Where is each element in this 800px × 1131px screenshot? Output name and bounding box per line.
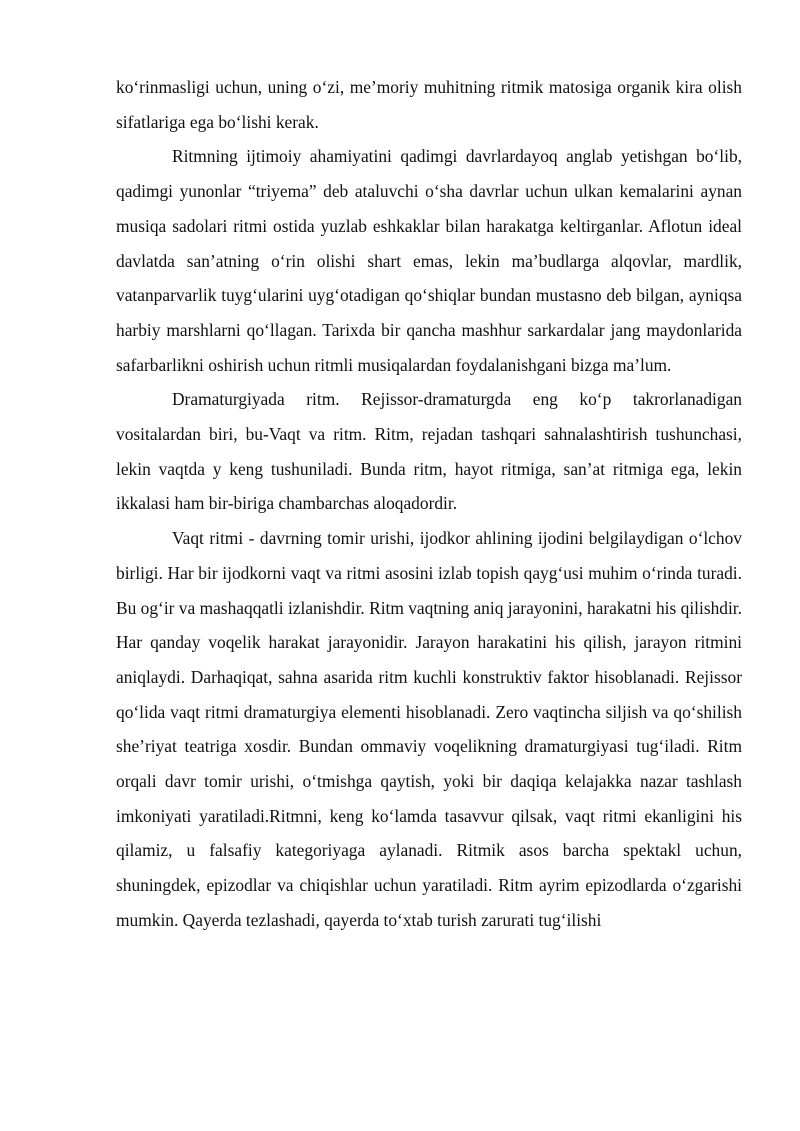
paragraph-rhythm-social-significance: Ritmning ijtimoiy ahamiyatini qadimgi davrlardayoq anglab yetishgan bo‘lib, qadimgi yunonlar “triyema” deb ataluvchi o‘sha davrlar uchun ulkan kemalarini aynan musiqa sadolari ritmi ostida yuzlab eshkaklar bilan harakatga keltirganlar. Aflotun ideal davlatda san’atning o‘rin olishi shart emas, lekin ma’budlarga alqovlar, mardlik, vatanparvarlik tuyg‘ularini uyg‘otadigan qo‘shiqlar bundan mustasno deb bilgan, ayniqsa harbiy marshlarni qo‘llagan. Tarixda bir qancha mashhur sarkardalar jang maydonlarida safarbarlikni oshirish uchun ritmli musiqalardan foydalanishgani bizga ma’lum. [116, 146, 742, 375]
paragraph-continuation: ko‘rinmasligi uchun, uning o‘zi, me’moriy muhitning ritmik matosiga organik kira olish sifatlariga ega bo‘lishi kerak. [116, 77, 742, 132]
document-page [116, 70, 742, 938]
paragraph-time-rhythm: Vaqt ritmi - davrning tomir urishi, ijodkor ahlining ijodini belgilaydigan o‘lchov birligi. Har bir ijodkorni vaqt va ritmi asosini izlab topish qayg‘usi muhim o‘rinda turadi. Bu og‘ir va mashaqqatli izlanishdir. Ritm vaqtning aniq jarayonini, harakatni his qilishdir. Har qanday voqelik harakat jarayonidir. Jarayon harakatini his qilish, jarayon ritmini aniqlaydi. Darhaqiqat, sahna asarida ritm kuchli konstruktiv faktor hisoblanadi. Rejissor qo‘lida vaqt ritmi dramaturgiya elementi hisoblanadi. Zero vaqtincha siljish va qo‘shilish she’riyat teatriga xosdir. Bundan ommaviy voqelikning dramaturgiyasi tug‘iladi. Ritm orqali davr tomir urishi, o‘tmishga qaytish, yoki bir daqiqa kelajakka nazar tashlash imkoniyati yaratiladi.Ritmni, keng ko‘lamda tasavvur qilsak, vaqt ritmi ekanligini his qilamiz, u falsafiy kategoriyaga aylanadi. Ritmik asos barcha spektakl uchun, shuningdek, epizodlar va chiqishlar uchun yaratiladi. Ritm ayrim epizodlarda o‘zgarishi mumkin. Qayerda tezlashadi, qayerda to‘xtab turish zarurati tug‘ilishi [116, 528, 742, 930]
paragraph-rhythm-in-dramaturgy: Dramaturgiyada ritm. Rejissor-dramaturgda eng ko‘p takrorlanadigan vositalardan biri, bu-Vaqt va ritm. Ritm, rejadan tashqari sahnalashtirish tushunchasi, lekin vaqtda y keng tushuniladi. Bunda ritm, hayot ritmiga, san’at ritmiga ega, lekin ikkalasi ham bir-biriga chambarchas aloqadordir. [116, 389, 742, 514]
